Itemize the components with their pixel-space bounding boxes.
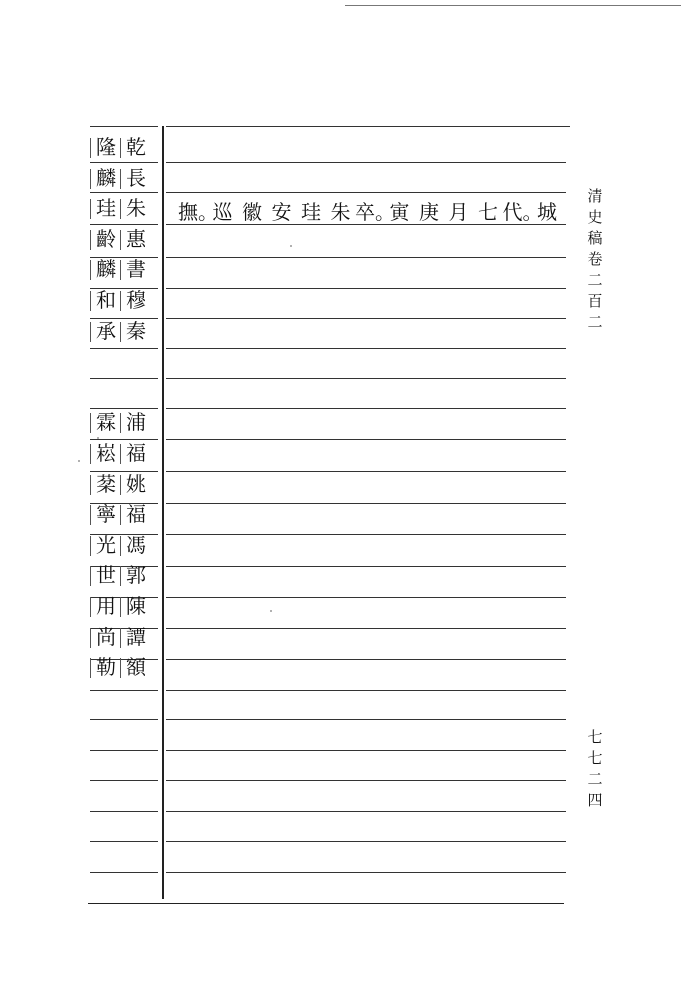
speck	[270, 610, 272, 612]
name-char: 尚	[92, 623, 120, 651]
name-char: 崧	[92, 439, 120, 467]
rule-left	[90, 126, 158, 127]
side-char: 二	[587, 271, 603, 289]
rule-left	[90, 780, 158, 781]
speck	[78, 460, 80, 462]
name-char: 勒	[92, 653, 120, 681]
entry-char: 撫。	[178, 200, 218, 224]
name-cell	[92, 317, 162, 347]
rule-left	[90, 841, 158, 842]
name-char: 書	[122, 255, 150, 283]
side-char: 七	[587, 749, 603, 767]
name-char: 秦	[122, 317, 150, 345]
name-cell	[92, 255, 162, 285]
name-char: 棻	[92, 470, 120, 498]
name-char: 隆	[92, 133, 120, 161]
rule-right	[166, 126, 570, 127]
rule-right	[166, 192, 566, 193]
rule-right	[166, 566, 566, 567]
name-char: 珪	[92, 194, 120, 222]
entry-char: 安	[271, 200, 292, 224]
rule-right	[166, 841, 566, 842]
name-char: 齡	[92, 225, 120, 253]
rule-right	[166, 534, 566, 535]
side-char: 四	[587, 791, 603, 809]
rule-left	[90, 872, 158, 873]
rule-left	[90, 811, 158, 812]
name-char: 馮	[122, 531, 150, 559]
name-cell	[92, 561, 162, 591]
name-char: 麟	[92, 255, 120, 283]
name-char: 福	[122, 500, 150, 528]
name-char: 譚	[122, 623, 150, 651]
name-char: 用	[92, 592, 120, 620]
name-char: 光	[92, 531, 120, 559]
rule-right	[166, 811, 566, 812]
name-char: 乾	[122, 133, 150, 161]
name-cell	[92, 592, 162, 622]
rule-right	[166, 503, 566, 504]
side-char: 二	[587, 313, 603, 331]
side-char: 七	[587, 728, 603, 746]
rule-left	[90, 348, 158, 349]
rule-right	[166, 872, 566, 873]
rule-right	[166, 471, 566, 472]
event-entry	[178, 196, 563, 230]
rule-right	[166, 597, 566, 598]
side-char: 百	[587, 292, 603, 310]
entry-char: 七	[478, 200, 498, 224]
page-number	[586, 727, 604, 811]
speck	[97, 437, 99, 439]
name-cell	[92, 500, 162, 530]
entry-char: 寅	[389, 200, 410, 224]
name-cell	[92, 653, 162, 683]
entry-char: 巡	[212, 200, 233, 224]
name-char: 寧	[92, 500, 120, 528]
name-cell	[92, 439, 162, 469]
entry-char: 朱	[330, 200, 351, 224]
volume-title	[586, 186, 604, 333]
name-cell	[92, 408, 162, 438]
column-divider	[162, 126, 164, 899]
name-cell	[92, 133, 162, 163]
rule-left	[90, 750, 158, 751]
rule-right	[166, 628, 566, 629]
name-cell	[92, 164, 162, 194]
name-char: 麟	[92, 164, 120, 192]
rule-right	[166, 690, 566, 691]
entry-char: 徽	[242, 200, 262, 224]
name-char: 朱	[122, 194, 150, 222]
rule-left	[90, 378, 158, 379]
entry-char: 城	[537, 200, 557, 224]
name-char: 穆	[122, 286, 150, 314]
rule-right	[166, 257, 566, 258]
name-char: 和	[92, 286, 120, 314]
name-cell	[92, 531, 162, 561]
rule-right	[166, 288, 566, 289]
entry-char: 代。	[502, 200, 543, 224]
name-cell	[92, 286, 162, 316]
rule-left	[90, 690, 158, 691]
rule-right	[166, 439, 566, 440]
name-char: 惠	[122, 225, 150, 253]
name-char: 郭	[122, 561, 150, 589]
rule-right	[166, 750, 566, 751]
top-rule	[345, 5, 681, 6]
name-char: 額	[122, 653, 150, 681]
name-cell	[92, 470, 162, 500]
entry-char: 庚	[419, 200, 439, 224]
rule-right	[166, 659, 566, 660]
name-char: 浦	[122, 408, 150, 436]
side-char: 卷	[587, 250, 603, 268]
side-char: 稿	[587, 229, 603, 247]
rule-right	[166, 780, 566, 781]
name-char: 霖	[92, 408, 120, 436]
name-char: 姚	[122, 470, 150, 498]
name-char: 承	[92, 317, 120, 345]
rule-right	[166, 378, 566, 379]
side-char: 二	[587, 770, 603, 788]
name-cell	[92, 194, 162, 224]
entry-char: 月	[448, 200, 469, 224]
name-char: 長	[122, 164, 150, 192]
rule-right	[166, 719, 566, 720]
name-char: 世	[92, 561, 120, 589]
name-cell	[92, 225, 162, 255]
name-char: 福	[122, 439, 150, 467]
entry-char: 卒。	[355, 200, 395, 224]
rule-right	[166, 408, 566, 409]
rule-right	[166, 348, 566, 349]
side-char: 史	[587, 208, 603, 226]
speck	[290, 245, 292, 247]
bottom-rule	[88, 903, 564, 904]
name-char: 陳	[122, 592, 150, 620]
side-char: 清	[587, 187, 603, 205]
rule-right	[166, 318, 566, 319]
rule-right	[166, 162, 566, 163]
name-cell	[92, 623, 162, 653]
entry-char: 珪	[301, 200, 321, 224]
rule-left	[90, 719, 158, 720]
